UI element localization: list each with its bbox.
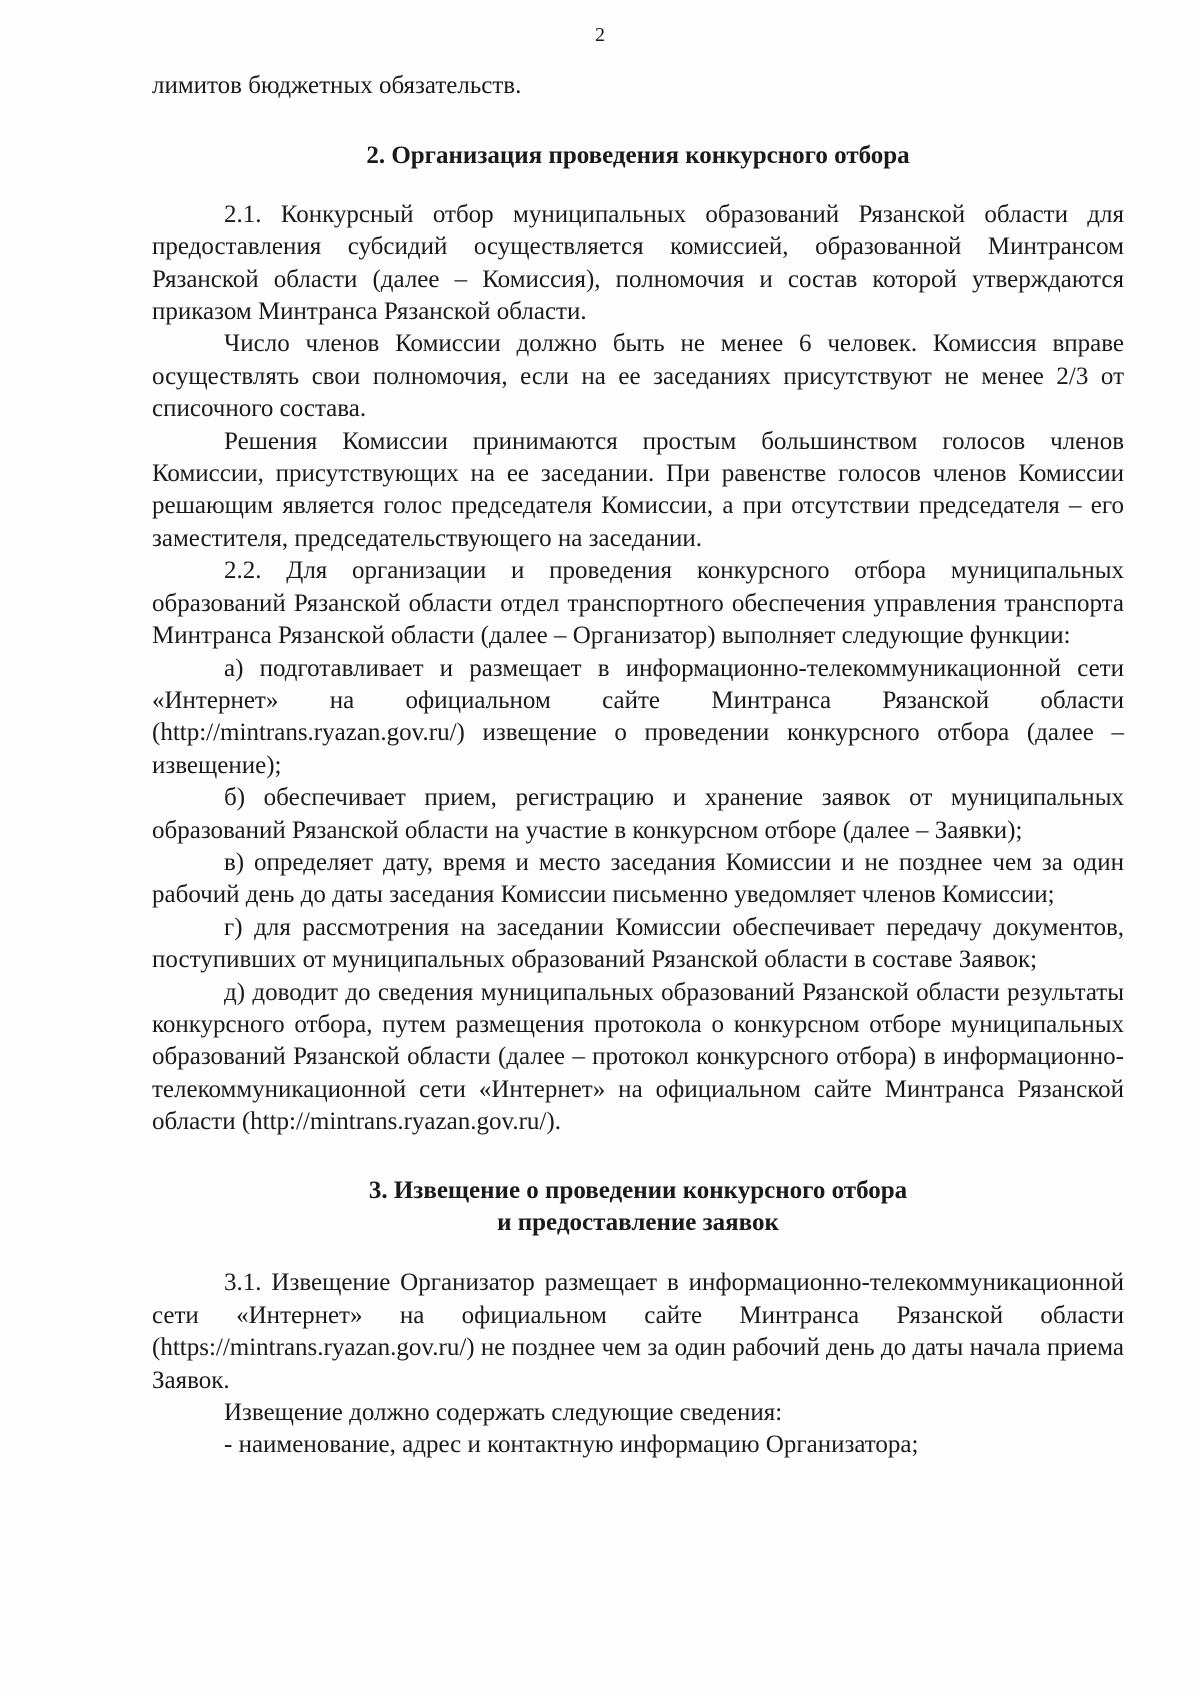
section-2-heading: 2. Организация проведения конкурсного отбора [366, 142, 910, 170]
list-item-a: а) подготавливает и размещает в информационно-телекоммуникационной сети «Интернет» на официальном сайте Минтранса Рязанской области (http://mintrans.ryazan.gov.ru/) извещение о проведении конкурсного отбора (далее – извещение); [152, 654, 1124, 779]
paragraph-2-2: 2.2. Для организации и проведения конкурсного отбора муниципальных образований Рязанской области отдел транспортного обеспечения управления транспорта Минтранса Рязанской области (далее – Организатор) выполняет следующие функции: [152, 557, 1124, 650]
paragraph-notice-contents: Извещение должно содержать следующие сведения: [224, 1399, 783, 1427]
intro-fragment: лимитов бюджетных обязательств. [152, 72, 522, 99]
list-item-d: д) доводит до сведения муниципальных образований Рязанской области результаты конкурсного отбора, путем размещения протокола о конкурсном отборе муниципальных образований Рязанской области (далее – протокол конкурсного отбора) в информационно-телекоммуникационной сети «Интернет» на официальном сайте Минтранса Рязанской области (http://mintrans.ryazan.gov.ru/). [152, 978, 1124, 1136]
document-body [152, 70, 1124, 1462]
page-number: 2 [595, 24, 605, 46]
list-item-g: г) для рассмотрения на заседании Комиссии обеспечивает передачу документов, поступивших от муниципальных образований Рязанской области в составе Заявок; [152, 913, 1124, 974]
section-3-heading [152, 1175, 1124, 1240]
paragraph-3-1: 3.1. Извещение Организатор размещает в информационно-телекоммуникационной сети «Интернет» на официальном сайте Минтранса Рязанской области (https://mintrans.ryazan.gov.ru/) не позднее чем за один рабочий день до даты начала приема Заявок. [152, 1269, 1124, 1394]
paragraph-commission-size: Число членов Комиссии должно быть не менее 6 человек. Комиссия вправе осуществлять свои полномочия, если на ее заседаниях присутствуют не менее 2/3 от списочного состава. [152, 330, 1124, 423]
list-item-b: б) обеспечивает прием, регистрацию и хранение заявок от муниципальных образований Рязанской области на участие в конкурсном отборе (далее – Заявки); [152, 784, 1124, 844]
list-item-v: в) определяет дату, время и место заседания Комиссии и не позднее чем за один рабочий день до даты заседания Комиссии письменно уведомляет членов Комиссии; [152, 848, 1124, 909]
section-3-heading-line-2: и предоставление заявок [497, 1209, 779, 1236]
list-item-organizer-info: - наименование, адрес и контактную информацию Организатора; [224, 1431, 919, 1459]
section-3-heading-line-1: 3. Извещение о проведении конкурсного отбора [368, 1176, 908, 1204]
paragraph-2-1: 2.1. Конкурсный отбор муниципальных образований Рязанской области для предоставления субсидий осуществляется комиссией, образованной Минтрансом Рязанской области (далее – Комиссия), полномочия и состав которой утверждаются приказом Минтранса Рязанской области. [152, 200, 1124, 326]
paragraph-commission-decisions: Решения Комиссии принимаются простым большинством голосов членов Комиссии, присутствующих на ее заседании. При равенстве голосов членов Комиссии решающим является голос председателя Комиссии, а при отсутствии председателя – его заместителя, председательствующего на заседании. [152, 427, 1124, 552]
